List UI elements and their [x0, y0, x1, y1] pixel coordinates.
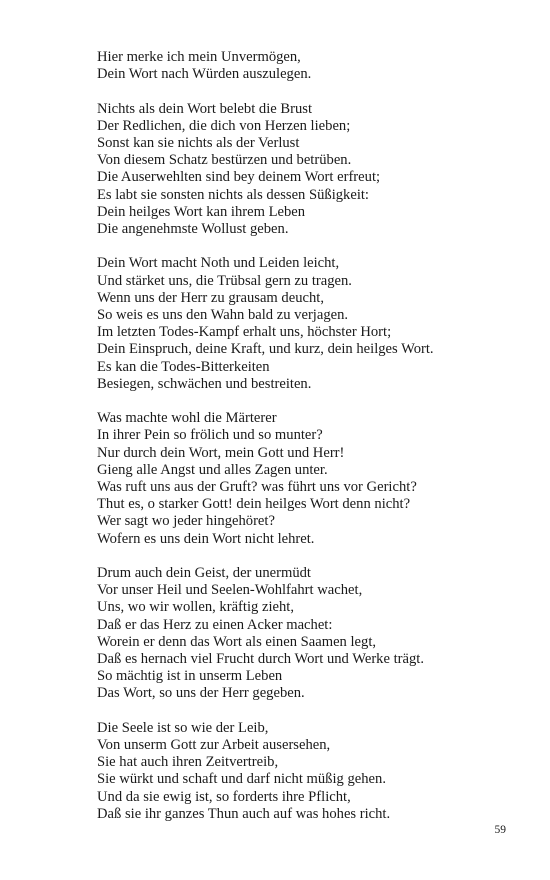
poem-line: Was machte wohl die Märterer	[97, 410, 277, 427]
poem-line: In ihrer Pein so frölich und so munter?	[97, 427, 323, 444]
poem-line: Und stärket uns, die Trübsal gern zu tragen.	[97, 272, 352, 289]
poem-line: Hier merke ich mein Unvermögen,	[97, 49, 301, 65]
poem-line: So mächtig ist in unserm Leben	[97, 668, 283, 685]
poem-line: Im letzten Todes-Kampf erhalt uns, höchster Hort;	[97, 324, 392, 341]
poem-line: Dein Wort macht Noth und Leiden leicht,	[97, 255, 340, 272]
poem-line: Worein er denn das Wort als einen Saamen legt,	[97, 633, 377, 650]
poem-line: Von unserm Gott zur Arbeit ausersehen,	[97, 737, 331, 754]
poem-line: Wer sagt wo jeder hingehöret?	[97, 513, 275, 530]
stanza	[97, 101, 517, 239]
poem-line: Nichts als dein Wort belebt die Brust	[97, 100, 312, 117]
poem-line: Und da sie ewig ist, so forderts ihre Pflicht,	[97, 788, 351, 805]
stanza	[97, 255, 517, 393]
stanza	[97, 720, 517, 823]
stanza	[97, 565, 517, 703]
poem-line: Thut es, o starker Gott! dein heilges Wort denn nicht?	[97, 496, 411, 513]
poem-line: Besiegen, schwächen und bestreiten.	[97, 375, 312, 392]
poem-line: Sonst kan sie nichts als der Verlust	[97, 135, 300, 151]
poem-line: Sie hat auch ihren Zeitvertreib,	[97, 754, 279, 771]
poem-line: Die angenehmste Wollust geben.	[97, 221, 289, 238]
poem-line: Dein Einspruch, deine Kraft, und kurz, dein heilges Wort.	[97, 341, 434, 358]
poem-line: Daß sie ihr ganzes Thun auch auf was hohes richt.	[97, 805, 391, 822]
poem-line: Wofern es uns dein Wort nicht lehret.	[97, 530, 315, 547]
poem-line: So weis es uns den Wahn bald zu verjagen.	[97, 307, 349, 324]
poem-line: Die Seele ist so wie der Leib,	[97, 719, 269, 736]
poem-line: Vor unser Heil und Seelen-Wohlfahrt wachet,	[97, 582, 363, 599]
poem-line: Wenn uns der Herr zu grausam deucht,	[97, 289, 324, 306]
poem-line: Drum auch dein Geist, der unermüdt	[97, 565, 311, 582]
poem-line: Dein Wort nach Würden auszulegen.	[97, 66, 312, 83]
poem-line: Es kan die Todes-Bitterkeiten	[97, 358, 270, 375]
poem-line: Sie würkt und schaft und darf nicht müßig gehen.	[97, 771, 386, 788]
stanza	[97, 410, 517, 548]
stanza	[97, 49, 517, 83]
poem-line: Daß er das Herz zu einen Acker machet:	[97, 616, 333, 633]
poem-line: Daß es hernach viel Frucht durch Wort und Werke trägt.	[97, 651, 424, 668]
poem-line: Dein heilges Wort kan ihrem Leben	[97, 203, 306, 220]
page-number: 59	[494, 824, 506, 836]
poem-text	[97, 49, 517, 840]
poem-line: Was ruft uns aus der Gruft? was führt uns vor Gericht?	[97, 479, 417, 496]
poem-line: Nur durch dein Wort, mein Gott und Herr!	[97, 444, 345, 461]
poem-line: Gieng alle Angst und alles Zagen unter.	[97, 461, 328, 478]
poem-line: Der Redlichen, die dich von Herzen lieben;	[97, 117, 351, 134]
poem-line: Das Wort, so uns der Herr gegeben.	[97, 685, 305, 702]
poem-line: Uns, wo wir wollen, kräftig zieht,	[97, 599, 294, 616]
poem-line: Es labt sie sonsten nichts als dessen Süßigkeit:	[97, 186, 369, 203]
poem-line: Von diesem Schatz bestürzen und betrüben.	[97, 152, 352, 169]
poem-line: Die Auserwehlten sind bey deinem Wort erfreut;	[97, 169, 381, 186]
